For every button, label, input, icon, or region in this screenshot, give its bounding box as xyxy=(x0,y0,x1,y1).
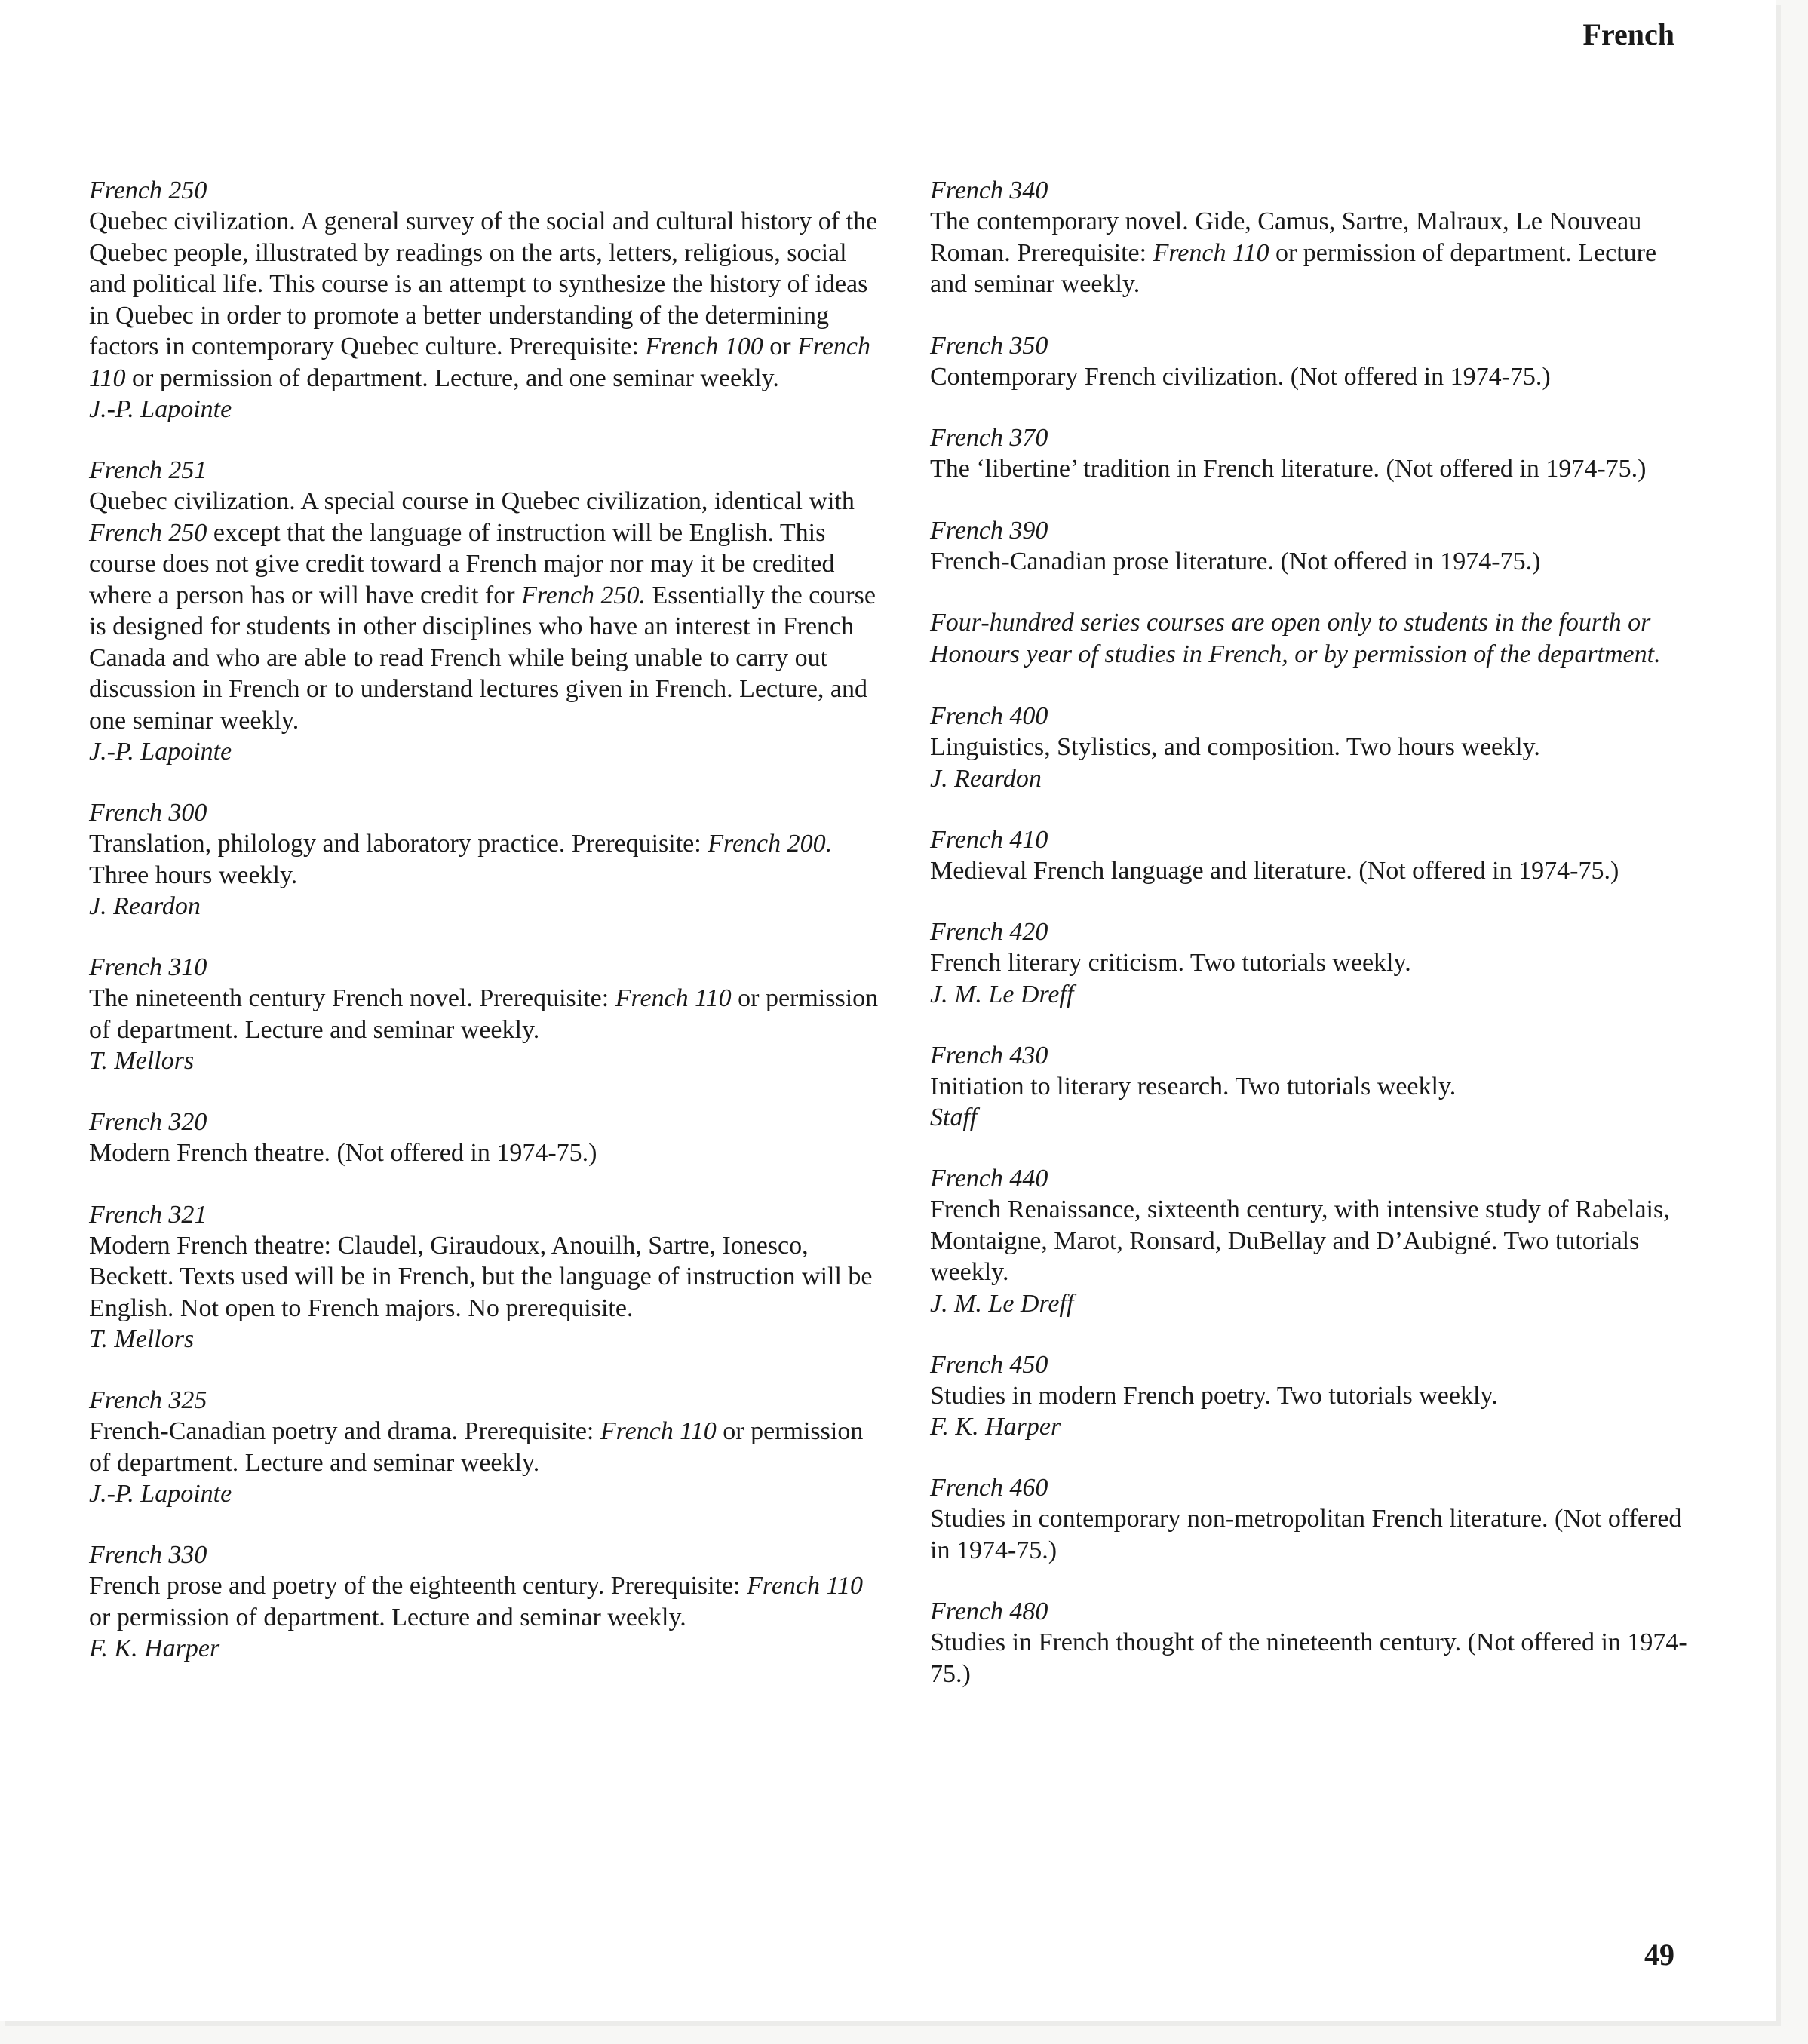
course-code: French 320 xyxy=(89,1108,207,1136)
course-description xyxy=(89,1416,881,1478)
description-text: The nineteenth century French novel. Prerequisite: xyxy=(89,984,615,1012)
course-description xyxy=(89,828,881,891)
course-code: French 325 xyxy=(89,1386,207,1414)
course-description xyxy=(930,453,1692,485)
course-reference: French 110 xyxy=(1153,238,1269,267)
course-entry xyxy=(930,701,1692,794)
description-text: Translation, philology and laboratory practice. Prerequisite: xyxy=(89,830,708,858)
course-code: French 350 xyxy=(930,331,1048,360)
course-code: French 390 xyxy=(930,516,1048,545)
course-entry xyxy=(930,1596,1692,1690)
course-reference: French 200. xyxy=(708,830,833,858)
course-reference: French 100 xyxy=(645,333,763,361)
course-description xyxy=(930,732,1692,763)
description-text: except that the language of instruction will be English. This course does not give credit toward a French major nor may it be credited where a person has or will have credit for xyxy=(89,518,835,609)
course-entry xyxy=(930,422,1692,485)
right-column xyxy=(930,175,1692,1720)
course-instructor: F. K. Harper xyxy=(89,1634,220,1662)
description-text: or permission of department. Lecture, and one seminar weekly. xyxy=(125,364,779,392)
course-description xyxy=(89,206,881,394)
description-text: Studies in contemporary non-metropolitan French literature. (Not offered in 1974-75.) xyxy=(930,1505,1682,1564)
course-reference: French 110 xyxy=(615,984,732,1012)
course-description xyxy=(930,855,1692,887)
course-instructor: J. Reardon xyxy=(930,764,1042,793)
course-entry xyxy=(930,916,1692,1010)
course-description xyxy=(89,486,881,736)
course-instructor: J.-P. Lapointe xyxy=(89,1480,232,1508)
description-text: Quebec civilization. A special course in Quebec civilization, identical with xyxy=(89,487,855,515)
description-text: Medieval French language and literature. (Not offered in 1974-75.) xyxy=(930,856,1619,885)
course-reference: French 110 xyxy=(89,333,870,392)
course-code: French 480 xyxy=(930,1597,1048,1625)
description-text: Contemporary French civilization. (Not offered in 1974-75.) xyxy=(930,362,1551,391)
description-text: Modern French theatre. (Not offered in 1974-75.) xyxy=(89,1139,597,1167)
course-reference: French 110 xyxy=(747,1572,863,1600)
course-reference: French 250. xyxy=(521,581,646,609)
course-entry xyxy=(89,175,881,425)
description-text: Quebec civilization. A general survey of the social and cultural history of the Quebec people, illustrated by readings on the arts, letters, religious, social and political life. This course is an attempt to synthesize the history of ideas in Quebec in order to promote a better understanding of the determining factors in contemporary Quebec culture. Prerequisite: xyxy=(89,207,878,361)
course-description xyxy=(930,206,1692,300)
course-reference: French 250 xyxy=(89,518,207,547)
course-description xyxy=(930,1071,1692,1103)
course-code: French 310 xyxy=(89,953,207,981)
course-code: French 300 xyxy=(89,799,207,827)
course-entry xyxy=(89,455,881,767)
course-instructor: Staff xyxy=(930,1103,978,1131)
course-code: French 450 xyxy=(930,1350,1048,1379)
description-text: or permission of department. Lecture and seminar weekly. xyxy=(89,1603,686,1631)
description-text: Modern French theatre: Claudel, Giraudoux, Anouilh, Sartre, Ionesco, Beckett. Texts used will be in French, but the language of instruction will be English. Not open to French majors. No prerequisite. xyxy=(89,1231,873,1322)
course-entry xyxy=(930,1163,1692,1319)
course-entry xyxy=(89,1539,881,1664)
course-description xyxy=(930,546,1692,578)
course-description xyxy=(930,361,1692,393)
course-instructor: J. Reardon xyxy=(89,892,201,920)
left-column xyxy=(89,175,881,1694)
course-code: French 251 xyxy=(89,456,207,484)
course-code: French 440 xyxy=(930,1165,1048,1192)
course-reference: French 110 xyxy=(600,1417,717,1445)
description-text: The ‘libertine’ tradition in French literature. (Not offered in 1974-75.) xyxy=(930,455,1647,483)
description-text: Essentially the course is designed for students in other disciplines who have an interest in French Canada and who are able to read French while being unable to carry out discussion in French or to understand lectures given in French. Lecture, and one seminar weekly. xyxy=(89,581,876,735)
course-description xyxy=(930,1503,1692,1566)
course-code: French 460 xyxy=(930,1474,1048,1502)
course-entry xyxy=(89,797,881,922)
course-entry xyxy=(930,824,1692,887)
course-entry xyxy=(930,515,1692,578)
course-code: French 400 xyxy=(930,702,1048,730)
course-entry xyxy=(930,1472,1692,1566)
section-note: Four-hundred series courses are open only to students in the fourth or Honours year of studies in French, or by permission of the department. xyxy=(930,609,1661,668)
description-text: The contemporary novel. Gide, Camus, Sartre, Malraux, Le Nouveau Roman. Prerequisite: xyxy=(930,207,1642,267)
page-number: 49 xyxy=(1644,1938,1674,1972)
course-instructor: T. Mellors xyxy=(89,1047,195,1075)
course-entry xyxy=(930,330,1692,393)
course-code: French 330 xyxy=(89,1541,207,1569)
course-description xyxy=(930,1380,1692,1412)
description-text: Studies in modern French poetry. Two tutorials weekly. xyxy=(930,1381,1498,1410)
course-description xyxy=(89,983,881,1045)
description-text: French prose and poetry of the eighteenth century. Prerequisite: xyxy=(89,1572,747,1600)
course-description xyxy=(930,947,1692,979)
course-entry xyxy=(89,1199,881,1355)
course-entry xyxy=(89,1385,881,1509)
course-entry xyxy=(930,1349,1692,1443)
course-instructor: J. M. Le Dreff xyxy=(930,980,1074,1008)
description-text: Three hours weekly. xyxy=(89,861,298,889)
page-header-title: French xyxy=(1582,17,1674,51)
course-instructor: J.-P. Lapointe xyxy=(89,738,232,766)
course-description xyxy=(89,1137,881,1169)
course-description xyxy=(89,1570,881,1633)
description-text: French-Canadian poetry and drama. Prerequisite: xyxy=(89,1417,600,1445)
description-text: Linguistics, Stylistics, and composition. Two hours weekly. xyxy=(930,733,1540,761)
description-text: French-Canadian prose literature. (Not offered in 1974-75.) xyxy=(930,547,1541,575)
course-instructor: F. K. Harper xyxy=(930,1413,1061,1441)
course-code: French 420 xyxy=(930,918,1048,946)
description-text: or xyxy=(763,333,798,361)
description-text: Initiation to literary research. Two tutorials weekly. xyxy=(930,1072,1457,1100)
course-instructor: J. M. Le Dreff xyxy=(930,1289,1074,1318)
course-code: French 410 xyxy=(930,825,1048,854)
course-code: French 370 xyxy=(930,424,1048,452)
course-code: French 430 xyxy=(930,1041,1048,1070)
course-description xyxy=(89,1230,881,1324)
description-text: French literary criticism. Two tutorials weekly. xyxy=(930,949,1411,977)
course-instructor: T. Mellors xyxy=(89,1325,195,1353)
course-entry xyxy=(89,1106,881,1169)
course-entry xyxy=(930,1040,1692,1134)
course-entry xyxy=(89,952,881,1076)
course-description xyxy=(930,1627,1692,1690)
course-code: French 340 xyxy=(930,176,1048,204)
description-text: or permission of department. Lecture and seminar weekly. xyxy=(89,1417,864,1477)
description-text: or permission of department. Lecture and seminar weekly. xyxy=(89,984,879,1044)
description-text: or permission of department. Lecture and seminar weekly. xyxy=(930,238,1657,298)
description-text: Studies in French thought of the nineteenth century. (Not offered in 1974-75.) xyxy=(930,1628,1687,1688)
course-instructor: J.-P. Lapointe xyxy=(89,395,232,423)
course-code: French 250 xyxy=(89,176,207,204)
course-code: French 321 xyxy=(89,1200,207,1229)
course-entry xyxy=(930,175,1692,300)
description-text: French Renaissance, sixteenth century, with intensive study of Rabelais, Montaigne, Marot, Ronsard, DuBellay and D’Aubigné. Two tutorials weekly. xyxy=(930,1195,1670,1286)
course-description xyxy=(930,1194,1692,1288)
